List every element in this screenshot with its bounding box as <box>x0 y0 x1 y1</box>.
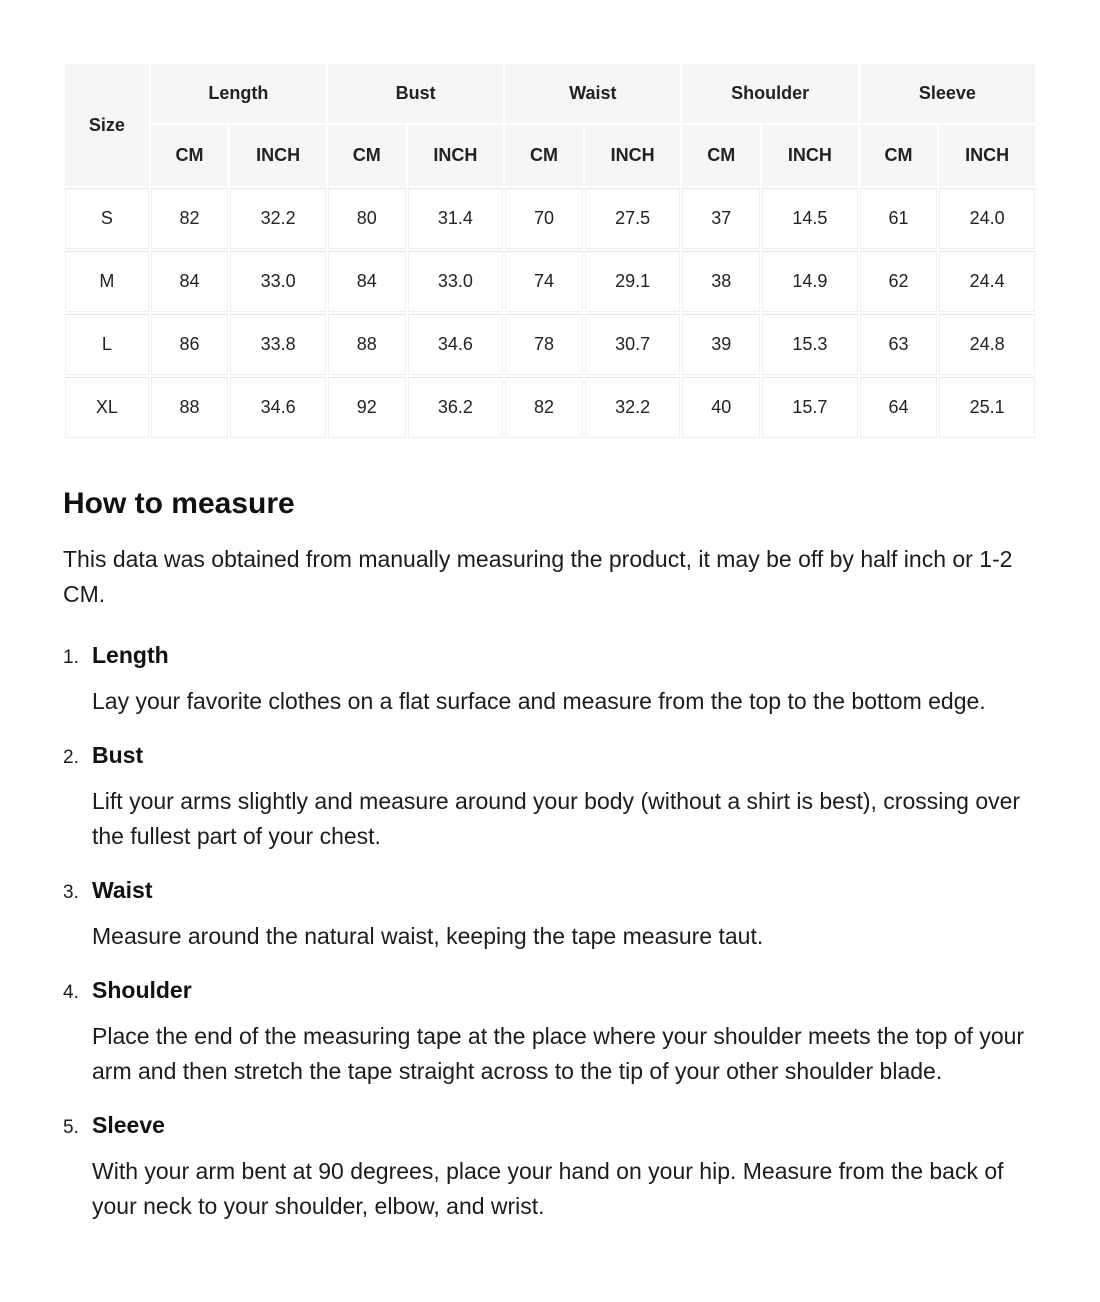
list-item-waist <box>63 877 1037 954</box>
table-row-s <box>65 188 1035 249</box>
value-cell: 88 <box>328 314 406 375</box>
value-cell: 70 <box>505 188 583 249</box>
unit-header-cm: CM <box>328 125 406 186</box>
value-cell: 78 <box>505 314 583 375</box>
unit-header-inch: INCH <box>230 125 326 186</box>
header-units-row <box>65 125 1035 186</box>
value-cell: 39 <box>682 314 760 375</box>
size-cell: S <box>65 188 149 249</box>
step-head <box>63 642 1037 669</box>
value-cell: 24.4 <box>939 251 1035 312</box>
table-row-l <box>65 314 1035 375</box>
value-cell: 29.1 <box>585 251 681 312</box>
step-head <box>63 1112 1037 1139</box>
value-cell: 33.0 <box>230 251 326 312</box>
unit-header-cm: CM <box>151 125 229 186</box>
value-cell: 15.7 <box>762 377 858 438</box>
value-cell: 64 <box>860 377 938 438</box>
list-item-length <box>63 642 1037 719</box>
value-cell: 80 <box>328 188 406 249</box>
column-header-sleeve: Sleeve <box>860 64 1035 123</box>
column-header-bust: Bust <box>328 64 503 123</box>
step-description: With your arm bent at 90 degrees, place your hand on your hip. Measure from the back of your neck to your shoulder, elbow, and wrist. <box>92 1158 1004 1219</box>
step-title: Waist <box>92 877 153 903</box>
step-description: Place the end of the measuring tape at the place where your shoulder meets the top of your arm and then stretch the tape straight across to the tip of your other shoulder blade. <box>92 1023 1025 1084</box>
value-cell: 15.3 <box>762 314 858 375</box>
unit-header-cm: CM <box>682 125 760 186</box>
size-cell: L <box>65 314 149 375</box>
value-cell: 62 <box>860 251 938 312</box>
step-description: Lift your arms slightly and measure around your body (without a shirt is best), crossing over the fullest part of your chest. <box>92 788 1021 849</box>
size-chart-body <box>65 188 1035 438</box>
value-cell: 34.6 <box>230 377 326 438</box>
value-cell: 82 <box>151 188 229 249</box>
unit-header-inch: INCH <box>939 125 1035 186</box>
value-cell: 84 <box>151 251 229 312</box>
column-header-waist: Waist <box>505 64 680 123</box>
value-cell: 30.7 <box>585 314 681 375</box>
size-chart-table <box>63 62 1037 440</box>
value-cell: 38 <box>682 251 760 312</box>
column-header-shoulder: Shoulder <box>682 64 857 123</box>
measure-disclaimer-text: This data was obtained from manually measuring the product, it may be off by half inch or 1-2 CM. <box>63 546 1013 607</box>
value-cell: 25.1 <box>939 377 1035 438</box>
value-cell: 63 <box>860 314 938 375</box>
unit-header-cm: CM <box>505 125 583 186</box>
value-cell: 82 <box>505 377 583 438</box>
size-cell: XL <box>65 377 149 438</box>
value-cell: 84 <box>328 251 406 312</box>
unit-header-inch: INCH <box>585 125 681 186</box>
step-head <box>63 877 1037 904</box>
value-cell: 27.5 <box>585 188 681 249</box>
value-cell: 74 <box>505 251 583 312</box>
step-title: Shoulder <box>92 977 192 1003</box>
step-head <box>63 977 1037 1004</box>
value-cell: 24.0 <box>939 188 1035 249</box>
size-chart-header <box>65 64 1035 186</box>
value-cell: 37 <box>682 188 760 249</box>
value-cell: 32.2 <box>585 377 681 438</box>
value-cell: 14.5 <box>762 188 858 249</box>
step-title: Sleeve <box>92 1112 165 1138</box>
value-cell: 86 <box>151 314 229 375</box>
step-number: 4. <box>63 982 79 1003</box>
value-cell: 32.2 <box>230 188 326 249</box>
value-cell: 24.8 <box>939 314 1035 375</box>
step-number: 1. <box>63 647 79 668</box>
step-head <box>63 742 1037 769</box>
measure-steps-list <box>63 642 1037 1224</box>
step-description: Measure around the natural waist, keeping the tape measure taut. <box>92 923 764 949</box>
column-header-length: Length <box>151 64 326 123</box>
value-cell: 61 <box>860 188 938 249</box>
unit-header-inch: INCH <box>408 125 504 186</box>
table-row-m <box>65 251 1035 312</box>
value-cell: 40 <box>682 377 760 438</box>
step-description: Lay your favorite clothes on a flat surface and measure from the top to the bottom edge. <box>92 688 986 714</box>
value-cell: 34.6 <box>408 314 504 375</box>
column-header-size: Size <box>65 64 149 186</box>
value-cell: 33.0 <box>408 251 504 312</box>
list-item-bust <box>63 742 1037 854</box>
value-cell: 31.4 <box>408 188 504 249</box>
value-cell: 92 <box>328 377 406 438</box>
unit-header-inch: INCH <box>762 125 858 186</box>
size-cell: M <box>65 251 149 312</box>
value-cell: 14.9 <box>762 251 858 312</box>
step-number: 2. <box>63 747 79 768</box>
list-item-shoulder <box>63 977 1037 1089</box>
header-group-row <box>65 64 1035 123</box>
value-cell: 36.2 <box>408 377 504 438</box>
how-to-measure-heading: How to measure <box>63 487 295 520</box>
step-title: Length <box>92 642 169 668</box>
step-title: Bust <box>92 742 144 768</box>
value-cell: 33.8 <box>230 314 326 375</box>
table-row-xl <box>65 377 1035 438</box>
step-number: 3. <box>63 882 79 903</box>
step-number: 5. <box>63 1117 79 1138</box>
list-item-sleeve <box>63 1112 1037 1224</box>
unit-header-cm: CM <box>860 125 938 186</box>
value-cell: 88 <box>151 377 229 438</box>
